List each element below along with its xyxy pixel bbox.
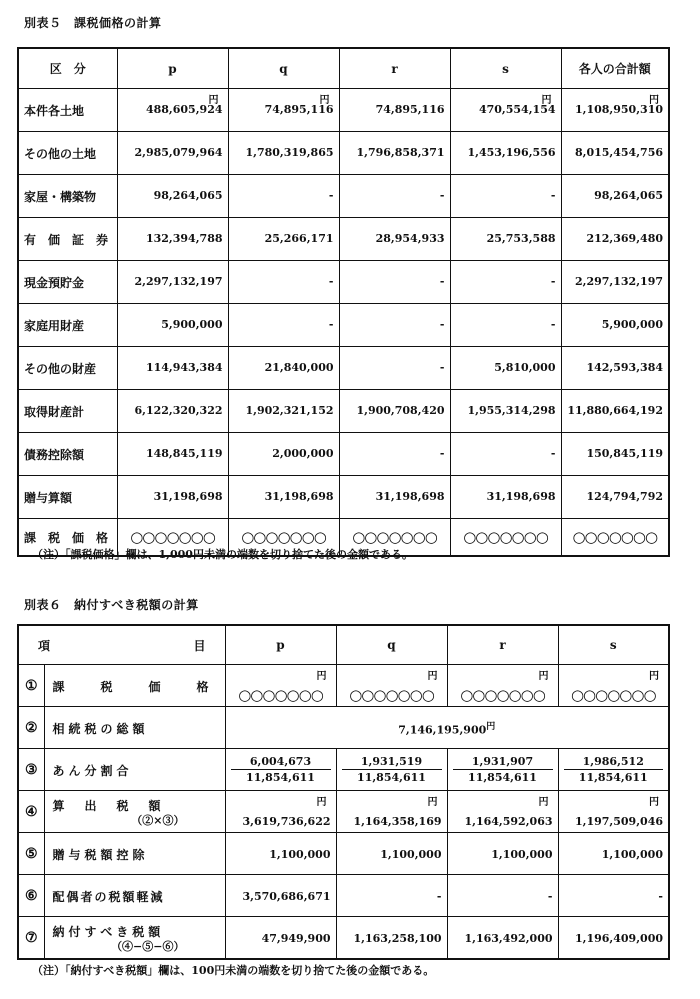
cell: 1,453,196,556 — [450, 132, 561, 175]
cell: 1,900,708,420 — [339, 390, 450, 433]
table-row — [18, 476, 669, 519]
fraction-cell: $\frac{1,931,519}{11,854,611}$ — [336, 749, 447, 791]
cell: - — [450, 175, 561, 218]
table2-note: （注）「納付すべき税額」欄は、100円未満の端数を切り捨てた後の金額である。 — [32, 964, 435, 977]
cell: 25,753,588 — [450, 218, 561, 261]
row-label: 贈与算額 — [18, 476, 117, 519]
cell: - — [558, 875, 669, 917]
cell: 円 ○○○○○○○ — [558, 665, 669, 707]
row-label: 取得財産計 — [18, 390, 117, 433]
table2-caption: 別表６ 納付すべき税額の計算 — [24, 598, 199, 612]
table1-note: （注）「課税価格」欄は、1,000円未満の端数を切り捨てた後の金額である。 — [32, 548, 413, 561]
table2-header-row — [18, 625, 669, 665]
table-row — [18, 833, 669, 875]
cell: 31,198,698 — [339, 476, 450, 519]
cell: 74,895,116 — [339, 89, 450, 132]
cell: 円 ○○○○○○○ — [336, 665, 447, 707]
header-col-s: s — [450, 48, 561, 89]
cell: 1,163,492,000 — [447, 917, 558, 960]
header-col-s: s — [558, 625, 669, 665]
header-col-p: p — [117, 48, 228, 89]
cell: 114,943,384 — [117, 347, 228, 390]
row-label: 算 出 税 額 （②×③） — [44, 791, 225, 833]
cell: - — [450, 433, 561, 476]
cell: - — [339, 347, 450, 390]
table-row — [18, 304, 669, 347]
header-col-p: p — [225, 625, 336, 665]
cell: 31,198,698 — [450, 476, 561, 519]
cell: - — [339, 175, 450, 218]
header-col-total: 各人の合計額 — [561, 48, 669, 89]
cell: 円 488,605,924 — [117, 89, 228, 132]
cell: 1,163,258,100 — [336, 917, 447, 960]
cell: 25,266,171 — [228, 218, 339, 261]
cell: 円 1,164,592,063 — [447, 791, 558, 833]
fraction-cell: $\frac{1,986,512}{11,854,611}$ — [558, 749, 669, 791]
row-label: 納付すべき税額 （④−⑤−⑥） — [44, 917, 225, 960]
cell: 1,796,858,371 — [339, 132, 450, 175]
masked-value: ○○○○○○○ — [450, 519, 561, 557]
row-label: 有 価 証 券 — [18, 218, 117, 261]
masked-value: ○○○○○○○ — [339, 519, 450, 557]
row-number: ⑤ — [18, 833, 44, 875]
cell: 28,954,933 — [339, 218, 450, 261]
table-row — [18, 175, 669, 218]
row-number: ⑥ — [18, 875, 44, 917]
masked-value: ○○○○○○○ — [117, 519, 228, 557]
header-col-q: q — [336, 625, 447, 665]
cell: 6,122,320,322 — [117, 390, 228, 433]
table-row — [18, 665, 669, 707]
table-row — [18, 347, 669, 390]
cell: 円 ○○○○○○○ — [447, 665, 558, 707]
fraction-cell: $\frac{1,931,907}{11,854,611}$ — [447, 749, 558, 791]
row-label: 課 税 価 格 — [18, 519, 117, 557]
cell: 11,880,664,192 — [561, 390, 669, 433]
cell: 5,810,000 — [450, 347, 561, 390]
row-number: ④ — [18, 791, 44, 833]
cell: 148,845,119 — [117, 433, 228, 476]
row-label: 現金預貯金 — [18, 261, 117, 304]
cell: - — [447, 875, 558, 917]
table-row — [18, 433, 669, 476]
tax-base-table — [17, 47, 670, 557]
table-row — [18, 261, 669, 304]
cell: 1,955,314,298 — [450, 390, 561, 433]
cell: 円 1,108,950,310 — [561, 89, 669, 132]
cell: - — [339, 304, 450, 347]
cell: 5,900,000 — [561, 304, 669, 347]
row-number: ③ — [18, 749, 44, 791]
row-label: 家庭用財産 — [18, 304, 117, 347]
cell: 1,100,000 — [336, 833, 447, 875]
table-row — [18, 917, 669, 960]
cell: - — [450, 304, 561, 347]
row-number: ⑦ — [18, 917, 44, 960]
cell: 31,198,698 — [228, 476, 339, 519]
header-kubun: 区 分 — [18, 48, 117, 89]
cell: 2,000,000 — [228, 433, 339, 476]
row-label: その他の土地 — [18, 132, 117, 175]
row-label: その他の財産 — [18, 347, 117, 390]
cell: 3,570,686,671 — [225, 875, 336, 917]
cell: 2,297,132,197 — [561, 261, 669, 304]
table-row — [18, 749, 669, 791]
row-label: 本件各土地 — [18, 89, 117, 132]
cell: 2,985,079,964 — [117, 132, 228, 175]
table-row — [18, 791, 669, 833]
table-row — [18, 390, 669, 433]
cell: 21,840,000 — [228, 347, 339, 390]
table-row — [18, 707, 669, 749]
cell: 1,100,000 — [447, 833, 558, 875]
cell: 2,297,132,197 — [117, 261, 228, 304]
row-label: あん分割合 — [44, 749, 225, 791]
cell: 212,369,480 — [561, 218, 669, 261]
cell: - — [228, 261, 339, 304]
header-col-q: q — [228, 48, 339, 89]
table-row — [18, 132, 669, 175]
cell: 132,394,788 — [117, 218, 228, 261]
header-col-r: r — [447, 625, 558, 665]
cell: 円 1,197,509,046 — [558, 791, 669, 833]
cell: - — [450, 261, 561, 304]
row-label: 配偶者の税額軽減 — [44, 875, 225, 917]
cell: 31,198,698 — [117, 476, 228, 519]
cell: 1,196,409,000 — [558, 917, 669, 960]
cell: 1,100,000 — [225, 833, 336, 875]
header-col-r: r — [339, 48, 450, 89]
table-row — [18, 875, 669, 917]
cell: 98,264,065 — [117, 175, 228, 218]
cell: 1,902,321,152 — [228, 390, 339, 433]
fraction-cell: $\frac{6,004,673}{11,854,611}$ — [225, 749, 336, 791]
row-number: ② — [18, 707, 44, 749]
cell: - — [339, 433, 450, 476]
tax-payable-table — [17, 624, 670, 960]
table1-caption: 別表５ 課税価格の計算 — [24, 16, 162, 30]
cell: 124,794,792 — [561, 476, 669, 519]
merged-total-cell: $7,146,195,900^円$ — [225, 707, 669, 749]
cell: 142,593,384 — [561, 347, 669, 390]
cell: 8,015,454,756 — [561, 132, 669, 175]
cell: - — [336, 875, 447, 917]
masked-value: ○○○○○○○ — [561, 519, 669, 557]
table-row — [18, 89, 669, 132]
row-label: 相続税の総額 — [44, 707, 225, 749]
cell: 47,949,900 — [225, 917, 336, 960]
cell: - — [228, 175, 339, 218]
cell: 150,845,119 — [561, 433, 669, 476]
masked-value: ○○○○○○○ — [228, 519, 339, 557]
cell: 1,780,319,865 — [228, 132, 339, 175]
cell: 円 74,895,116 — [228, 89, 339, 132]
cell: 円 3,619,736,622 — [225, 791, 336, 833]
row-label: 家屋・構築物 — [18, 175, 117, 218]
header-item: 項 目 — [18, 625, 225, 665]
cell: 5,900,000 — [117, 304, 228, 347]
cell: 円 1,164,358,169 — [336, 791, 447, 833]
table-row — [18, 218, 669, 261]
cell: - — [228, 304, 339, 347]
row-label: 贈与税額控除 — [44, 833, 225, 875]
row-label: 課 税 価 格 — [44, 665, 225, 707]
cell: - — [339, 261, 450, 304]
table1-header-row — [18, 48, 669, 89]
cell: 円 ○○○○○○○ — [225, 665, 336, 707]
row-number: ① — [18, 665, 44, 707]
cell: 1,100,000 — [558, 833, 669, 875]
row-label: 債務控除額 — [18, 433, 117, 476]
cell: 円 470,554,154 — [450, 89, 561, 132]
cell: 98,264,065 — [561, 175, 669, 218]
